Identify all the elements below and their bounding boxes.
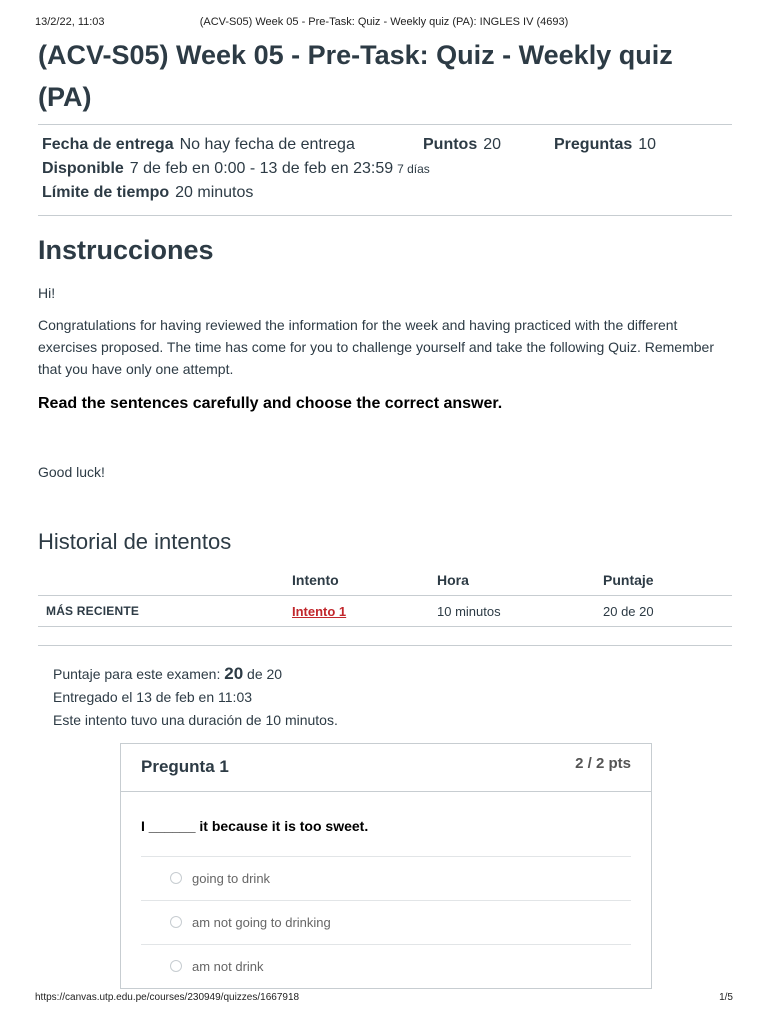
instructions-emphasis: Read the sentences carefully and choose the correct answer. bbox=[38, 395, 503, 412]
attempt-history-table bbox=[38, 565, 732, 627]
available-value: 7 de feb en 0:00 - 13 de feb en 23:59 bbox=[129, 160, 394, 177]
column-header-empty bbox=[38, 565, 284, 596]
page-number: 1/5 bbox=[719, 992, 733, 1003]
question-header bbox=[121, 744, 651, 792]
submitted-line: Entregado el 13 de feb en 11:03 bbox=[53, 689, 253, 705]
print-footer bbox=[35, 992, 733, 1006]
time-limit-value: 20 minutos bbox=[175, 184, 254, 201]
attempt-score: 20 de 20 bbox=[595, 596, 732, 627]
details-row-3 bbox=[42, 181, 728, 205]
points-label: Puntos bbox=[423, 136, 478, 153]
attempt-time: 10 minutos bbox=[429, 596, 595, 627]
attempt-summary bbox=[38, 662, 732, 732]
print-date: 13/2/22, 11:03 bbox=[35, 16, 105, 28]
due-value: No hay fecha de entrega bbox=[179, 136, 355, 153]
question-title: Pregunta 1 bbox=[141, 757, 229, 776]
radio-button-icon[interactable] bbox=[170, 916, 182, 928]
attempt-row-label: MÁS RECIENTE bbox=[38, 596, 284, 627]
instructions-closing: Good luck! bbox=[38, 464, 105, 480]
score-value: 20 bbox=[224, 664, 244, 683]
answer-text: going to drink bbox=[192, 871, 271, 886]
question-body bbox=[121, 792, 651, 988]
print-url: https://canvas.utp.edu.pe/courses/230949/quizzes/1667918 bbox=[35, 992, 300, 1003]
instructions-greeting: Hi! bbox=[38, 285, 56, 301]
radio-button-icon[interactable] bbox=[170, 872, 182, 884]
score-label: Puntaje para este examen: bbox=[53, 666, 221, 682]
page-title: (ACV-S05) Week 05 - Pre-Task: Quiz - Weekly quiz (PA) bbox=[38, 40, 673, 112]
due-label: Fecha de entrega bbox=[42, 136, 174, 153]
score-total: de 20 bbox=[247, 666, 283, 682]
questions-value: 10 bbox=[638, 136, 657, 153]
instructions-title: Instrucciones bbox=[38, 235, 214, 265]
answer-option[interactable] bbox=[141, 944, 631, 988]
print-document-title: (ACV-S05) Week 05 - Pre-Task: Quiz - Weekly quiz (PA): INGLES IV (4693) bbox=[199, 16, 569, 28]
time-limit-label: Límite de tiempo bbox=[42, 184, 170, 201]
quiz-content bbox=[38, 34, 732, 989]
answer-text: am not drink bbox=[192, 959, 264, 974]
attempt-history-title: Historial de intentos bbox=[38, 529, 232, 554]
question-points: 2 / 2 pts bbox=[575, 755, 631, 772]
details-row-1 bbox=[42, 133, 728, 157]
duration-line: Este intento tuvo una duración de 10 minutos. bbox=[53, 712, 338, 728]
points-value: 20 bbox=[483, 136, 502, 153]
answer-option[interactable] bbox=[141, 856, 631, 900]
score-line bbox=[53, 662, 732, 686]
answer-text: am not going to drinking bbox=[192, 915, 331, 930]
instructions-body: Congratulations for having reviewed the information for the week and having practiced with the different exercises proposed. The time has come for you to challenge yourself and take the following Quiz. Remember that you have only one attempt. bbox=[38, 317, 714, 377]
questions-detail bbox=[554, 133, 656, 157]
available-days: 7 días bbox=[397, 162, 430, 176]
available-label: Disponible bbox=[42, 160, 124, 177]
table-row bbox=[38, 596, 732, 627]
column-header-score: Puntaje bbox=[595, 565, 732, 596]
question-card bbox=[120, 743, 652, 989]
points-detail bbox=[423, 133, 501, 157]
attempt-link[interactable]: Intento 1 bbox=[292, 603, 347, 619]
details-row-2 bbox=[42, 157, 728, 181]
questions-label: Preguntas bbox=[554, 136, 633, 153]
attempt-cell bbox=[284, 596, 429, 627]
radio-button-icon[interactable] bbox=[170, 960, 182, 972]
column-header-attempt: Intento bbox=[284, 565, 429, 596]
column-header-time: Hora bbox=[429, 565, 595, 596]
print-header bbox=[35, 16, 733, 30]
table-header-row bbox=[38, 565, 732, 596]
question-text: I ______ it because it is too sweet. bbox=[141, 818, 369, 834]
answer-option[interactable] bbox=[141, 900, 631, 944]
quiz-details bbox=[38, 124, 732, 216]
